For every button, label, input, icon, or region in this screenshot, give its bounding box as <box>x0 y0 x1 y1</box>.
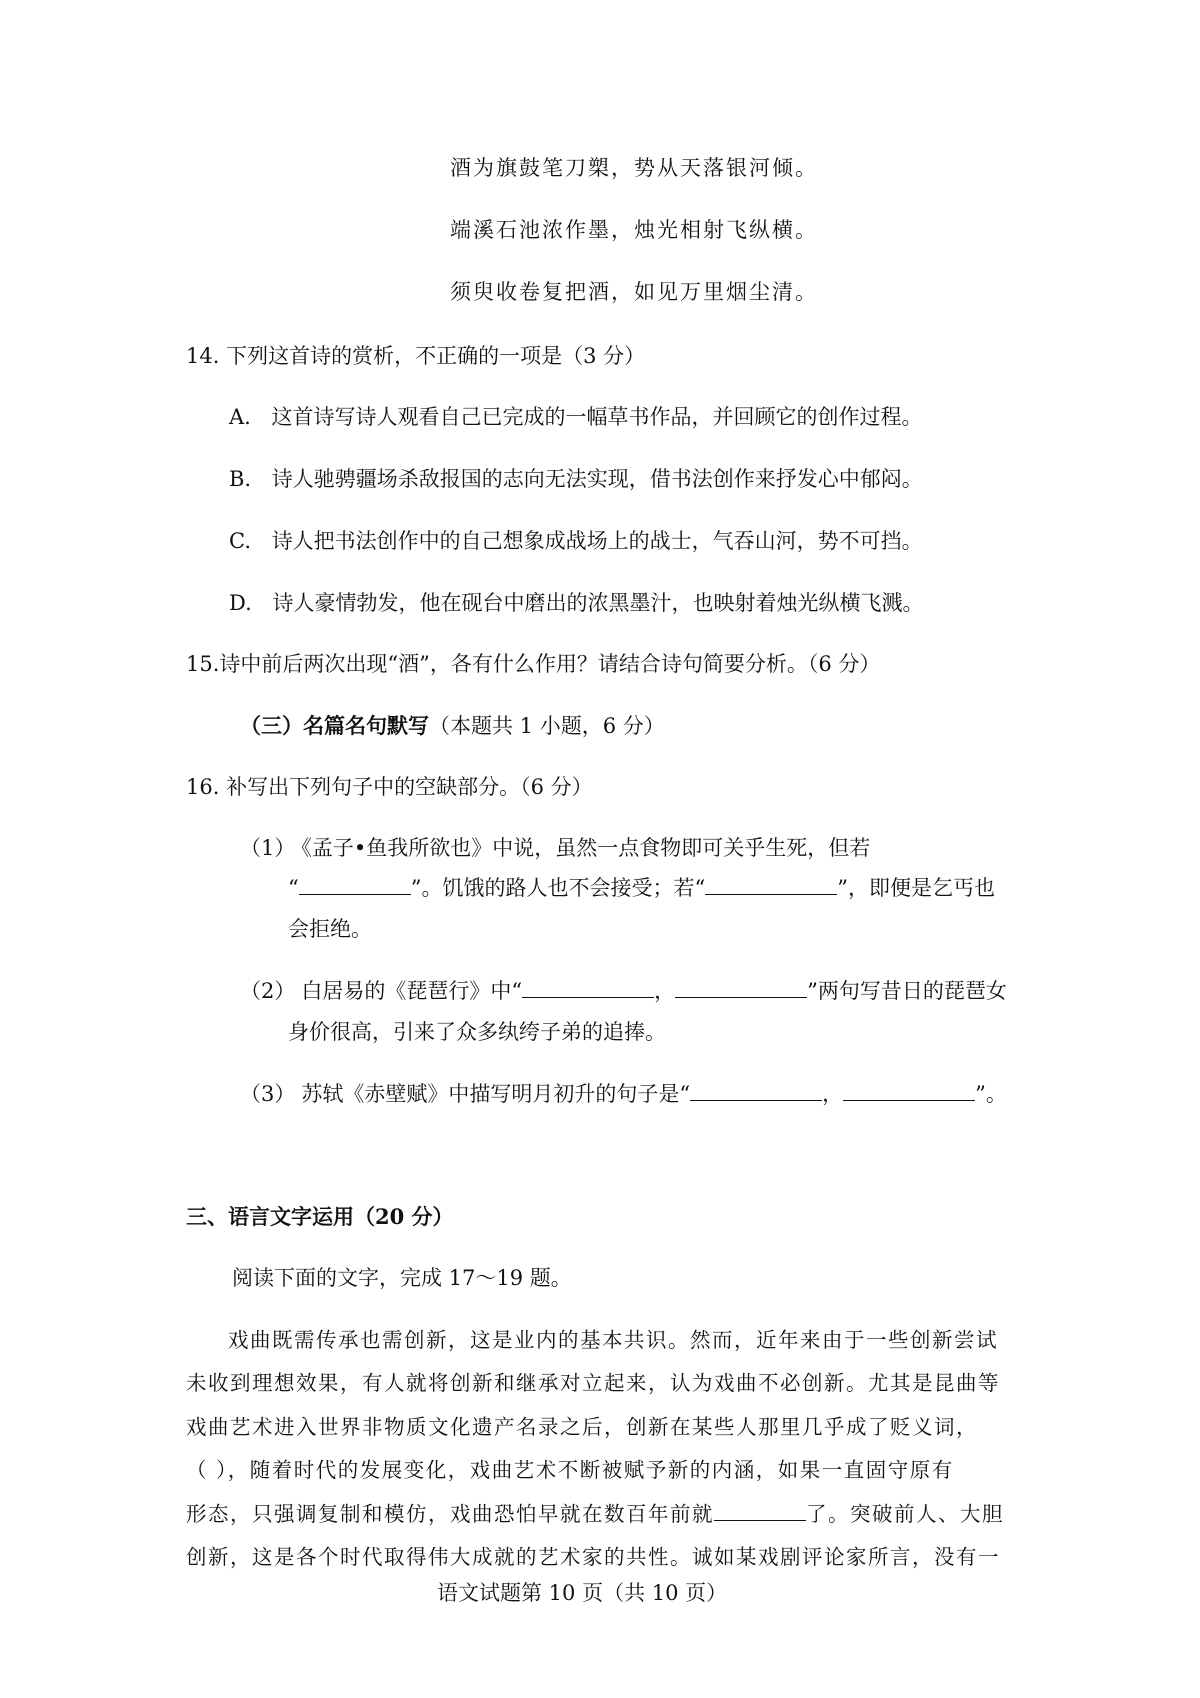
option-text: 这首诗写诗人观看自己已完成的一幅草书作品，并回顾它的创作过程。 <box>271 405 923 429</box>
passage-line-5 <box>186 1497 1004 1527</box>
item-2-line-1 <box>240 975 1007 1005</box>
item-1-line-3: 会拒绝。 <box>288 917 372 941</box>
item-number: （2） <box>240 979 296 1003</box>
option-d <box>229 587 923 617</box>
item-text: 白居易的《琵琶行》中“ <box>301 979 523 1003</box>
question-14-stem: 14. 下列这首诗的赏析，不正确的一项是（3 分） <box>186 344 646 368</box>
passage-line-6: 创新，这是各个时代取得伟大成就的艺术家的共性。诚如某戏剧评论家所言，没有一 <box>186 1545 1000 1569</box>
fill-blank-3[interactable] <box>522 977 654 998</box>
item-1-line-2 <box>288 872 995 902</box>
option-text: 诗人驰骋疆场杀敌报国的志向无法实现，借书法创作来抒发心中郁闷。 <box>271 467 923 491</box>
option-b <box>229 463 923 493</box>
item-text: 苏轼《赤壁赋》中描写明月初升的句子是“ <box>301 1082 691 1106</box>
passage-line-4: （ ），随着时代的发展变化，戏曲艺术不断被赋予新的内涵，如果一直固守原有 <box>186 1458 954 1482</box>
poem-line-1: 酒为旗鼓笔刀槊，势从天落银河倾。 <box>450 156 818 180</box>
fill-blank-passage[interactable] <box>714 1500 806 1521</box>
fill-blank-2[interactable] <box>705 874 837 895</box>
passage-text: 形态，只强调复制和模仿，戏曲恐怕早就在数百年前就 <box>186 1502 714 1526</box>
item-text: ， <box>822 1082 844 1106</box>
option-c <box>229 525 923 555</box>
fill-blank-4[interactable] <box>675 977 807 998</box>
section-title: （三）名篇名句默写 <box>240 713 429 738</box>
item-number: （1） <box>240 836 296 860</box>
option-text: 诗人豪情勃发，他在砚台中磨出的浓黑墨汁，也映射着烛光纵横飞溅。 <box>272 591 924 615</box>
poem-line-3: 须臾收卷复把酒，如见万里烟尘清。 <box>450 280 818 304</box>
option-letter: D. <box>229 591 252 615</box>
item-text: ”两句写昔日的琵琶女 <box>807 979 1007 1003</box>
item-text: ”。饥饿的路人也不会接受；若“ <box>410 876 706 900</box>
fill-blank-5[interactable] <box>690 1080 822 1101</box>
passage-line-1: 戏曲既需传承也需创新，这是业内的基本共识。然而，近年来由于一些创新尝试 <box>228 1328 998 1352</box>
fill-blank-1[interactable] <box>299 874 411 895</box>
passage-text: 了。突破前人、大胆 <box>806 1502 1004 1526</box>
item-text: ， <box>654 979 676 1003</box>
quote-mark: “ <box>288 876 299 900</box>
item-2-line-2: 身价很高，引来了众多纨绔子弟的追捧。 <box>288 1020 666 1044</box>
item-number: （3） <box>240 1082 296 1106</box>
question-15-stem: 15.诗中前后两次出现“酒”，各有什么作用？请结合诗句简要分析。（6 分） <box>186 652 881 676</box>
option-a <box>229 401 923 431</box>
fill-blank-6[interactable] <box>843 1080 975 1101</box>
item-3-line-1 <box>240 1078 1007 1108</box>
question-16-stem: 16. 补写出下列句子中的空缺部分。（6 分） <box>186 775 593 799</box>
item-text: ”。 <box>975 1082 1007 1106</box>
option-letter: A. <box>229 405 251 429</box>
section-note: （本题共 1 小题，6 分） <box>429 714 665 738</box>
section-heading <box>240 710 665 740</box>
option-letter: C. <box>229 529 251 553</box>
passage-line-2: 未收到理想效果，有人就将创新和继承对立起来，认为戏曲不必创新。尤其是昆曲等 <box>186 1371 1000 1395</box>
part-3-title: 三、语言文字运用（20 分） <box>186 1204 454 1229</box>
poem-line-2: 端溪石池浓作墨，烛光相射飞纵横。 <box>450 218 818 242</box>
passage-line-3: 戏曲艺术进入世界非物质文化遗产名录之后，创新在某些人那里几乎成了贬义词， <box>186 1415 978 1439</box>
part-3-intro: 阅读下面的文字，完成 17～19 题。 <box>232 1266 572 1290</box>
page-footer: 语文试题第 10 页（共 10 页） <box>437 1581 728 1605</box>
option-text: 诗人把书法创作中的自己想象成战场上的战士，气吞山河，势不可挡。 <box>271 529 923 553</box>
item-text: 《孟子•鱼我所欲也》中说，虽然一点食物即可关乎生死，但若 <box>301 836 871 860</box>
option-letter: B. <box>229 467 252 491</box>
item-1-line-1 <box>240 832 870 862</box>
item-text: ”，即便是乞丐也 <box>837 876 995 900</box>
